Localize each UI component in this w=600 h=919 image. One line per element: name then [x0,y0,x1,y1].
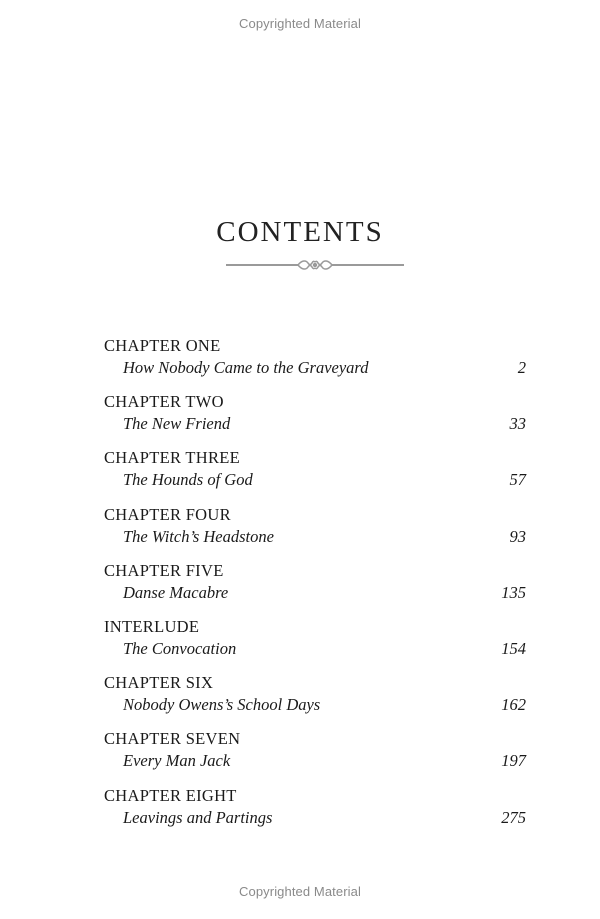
chapter-title: The New Friend [123,414,231,434]
chapter-label: CHAPTER ONE [104,336,221,355]
toc-entry [104,617,526,673]
page-title: CONTENTS [216,216,384,248]
chapter-title: Nobody Owens’s School Days [123,695,321,715]
chapter-label: CHAPTER SIX [104,673,214,693]
chapter-title: The Hounds of God [123,470,253,490]
chapter-label: CHAPTER THREE [104,448,241,468]
toc-entry [104,729,526,785]
toc-entry [104,505,526,561]
watermark-bottom: Copyrighted Material [239,884,361,899]
chapter-title: Every Man Jack [123,751,231,771]
chapter-title: How Nobody Came to the Graveyard [123,358,369,377]
chapter-label: INTERLUDE [104,616,200,636]
toc-entry [104,561,526,617]
chapter-label: CHAPTER EIGHT [104,785,237,805]
chapter-title: Leavings and Partings [123,807,273,827]
page-number: 33 [509,414,526,434]
page-number: 197 [501,751,526,771]
toc-entry [104,673,526,729]
toc-entry [104,392,526,448]
toc-entry [104,448,526,504]
decorative-divider-ornament [226,258,404,272]
page-number: 93 [509,526,526,546]
watermark-top: Copyrighted Material [239,16,361,31]
page-number: 275 [501,807,526,827]
chapter-label: CHAPTER FIVE [104,560,224,580]
toc-entry [104,786,526,842]
chapter-title: The Convocation [123,638,237,658]
page-number: 2 [517,358,526,377]
table-of-contents [104,336,526,842]
chapter-label: CHAPTER SEVEN [104,729,241,749]
toc-entry [104,336,526,392]
chapter-title: Danse Macabre [123,582,229,602]
page-number: 162 [501,695,526,715]
page-number: 154 [501,638,526,658]
page-number: 57 [509,470,526,490]
chapter-label: CHAPTER FOUR [104,504,231,524]
page-number: 135 [501,582,526,602]
chapter-label: CHAPTER TWO [104,392,224,412]
chapter-title: The Witch’s Headstone [123,526,274,546]
